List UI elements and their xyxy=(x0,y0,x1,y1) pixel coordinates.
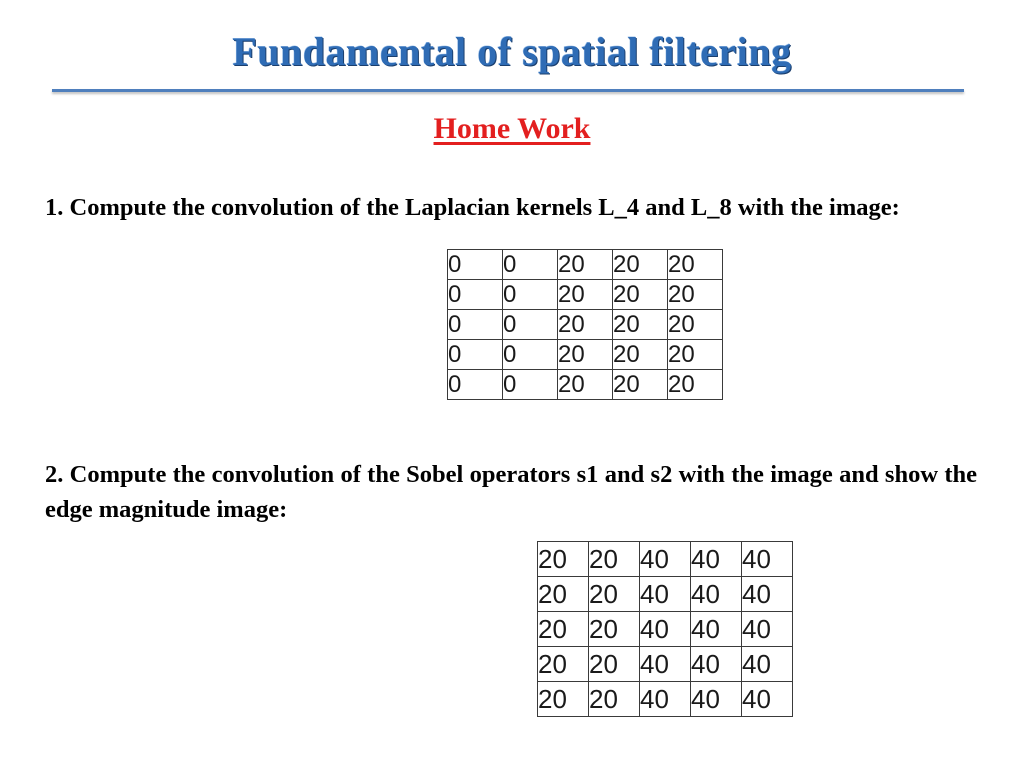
question-1-text: 1. Compute the convolution of the Laplacian kernels L_4 and L_8 with the image: xyxy=(45,194,900,221)
matrix-cell: 20 xyxy=(589,682,640,717)
matrix-cell: 0 xyxy=(503,310,558,340)
matrix-row xyxy=(538,542,793,577)
matrix-cell: 40 xyxy=(640,682,691,717)
matrix-cell: 20 xyxy=(613,340,668,370)
matrix-cell: 0 xyxy=(503,250,558,280)
matrix-cell: 40 xyxy=(691,682,742,717)
matrix-cell: 20 xyxy=(668,340,723,370)
slide-title: Fundamental of spatial filtering xyxy=(232,29,792,74)
matrix-cell: 20 xyxy=(613,280,668,310)
matrix-cell: 20 xyxy=(589,612,640,647)
matrix-cell: 20 xyxy=(589,647,640,682)
matrix-cell: 0 xyxy=(448,370,503,400)
matrix-row xyxy=(448,340,723,370)
matrix-cell: 40 xyxy=(742,647,793,682)
matrix-cell: 0 xyxy=(448,310,503,340)
sobel-image-matrix xyxy=(537,541,793,717)
matrix-cell: 0 xyxy=(448,280,503,310)
matrix-cell: 20 xyxy=(538,612,589,647)
matrix-row xyxy=(538,577,793,612)
matrix-cell: 40 xyxy=(691,577,742,612)
homework-heading: Home Work xyxy=(433,112,591,145)
matrix-cell: 0 xyxy=(503,370,558,400)
matrix-cell: 20 xyxy=(589,577,640,612)
matrix-row xyxy=(448,280,723,310)
matrix-row xyxy=(448,250,723,280)
matrix-cell: 0 xyxy=(448,250,503,280)
matrix-row xyxy=(538,682,793,717)
matrix-cell: 20 xyxy=(538,682,589,717)
matrix-cell: 20 xyxy=(558,340,613,370)
matrix-cell: 40 xyxy=(691,647,742,682)
matrix-cell: 20 xyxy=(613,370,668,400)
matrix-cell: 20 xyxy=(538,647,589,682)
matrix-row xyxy=(448,310,723,340)
matrix-cell: 20 xyxy=(558,370,613,400)
matrix-cell: 20 xyxy=(589,542,640,577)
matrix-cell: 20 xyxy=(558,280,613,310)
matrix-cell: 40 xyxy=(742,577,793,612)
matrix-cell: 40 xyxy=(691,542,742,577)
laplacian-image-matrix xyxy=(447,249,723,400)
matrix-cell: 40 xyxy=(742,612,793,647)
matrix-cell: 40 xyxy=(640,577,691,612)
matrix-row xyxy=(538,647,793,682)
matrix-cell: 20 xyxy=(538,542,589,577)
matrix-cell: 20 xyxy=(558,310,613,340)
matrix-cell: 20 xyxy=(558,250,613,280)
matrix-cell: 40 xyxy=(640,647,691,682)
title-divider xyxy=(52,89,964,92)
matrix-cell: 40 xyxy=(691,612,742,647)
matrix-cell: 40 xyxy=(742,682,793,717)
matrix-row xyxy=(448,370,723,400)
matrix-cell: 0 xyxy=(503,280,558,310)
matrix-cell: 40 xyxy=(640,612,691,647)
matrix-cell: 20 xyxy=(613,250,668,280)
matrix-cell: 20 xyxy=(668,280,723,310)
matrix-cell: 20 xyxy=(538,577,589,612)
matrix-cell: 0 xyxy=(503,340,558,370)
question-2-text: 2. Compute the convolution of the Sobel operators s1 and s2 with the image and show the edge magnitude image: xyxy=(45,461,977,523)
matrix-cell: 0 xyxy=(448,340,503,370)
matrix-cell: 20 xyxy=(668,370,723,400)
matrix-cell: 20 xyxy=(613,310,668,340)
matrix-cell: 40 xyxy=(640,542,691,577)
matrix-cell: 20 xyxy=(668,310,723,340)
matrix-cell: 20 xyxy=(668,250,723,280)
matrix-row xyxy=(538,612,793,647)
matrix-cell: 40 xyxy=(742,542,793,577)
